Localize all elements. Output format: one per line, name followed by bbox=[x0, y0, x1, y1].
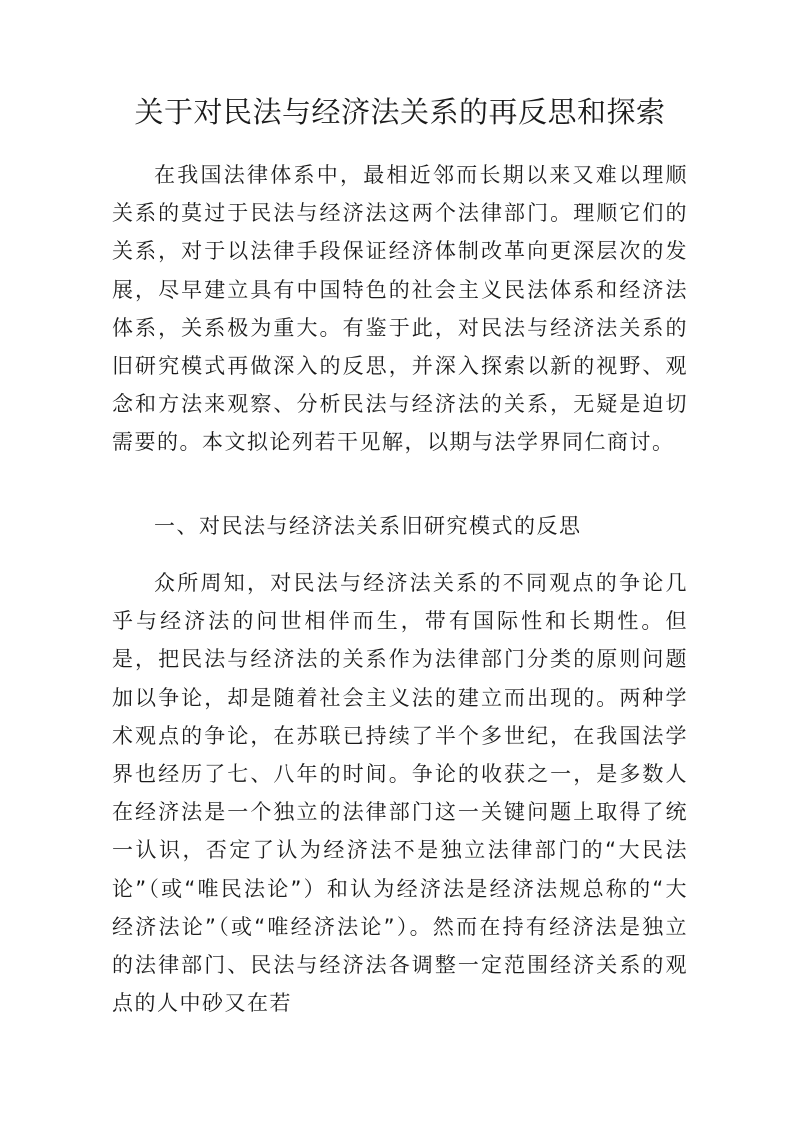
document-title: 关于对民法与经济法关系的再反思和探索 bbox=[134, 95, 666, 129]
intro-paragraph: 在我国法律体系中，最相近邻而长期以来又难以理顺关系的莫过于民法与经济法这两个法律部门。理顺它们的关系，对于以法律手段保证经济体制改革向更深层次的发展，尽早建立具有中国特色的社会主义民法体系和经济法体系，关系极为重大。有鉴于此，对民法与经济法关系的旧研究模式再做深入的反思，并深入探索以新的视野、观念和方法来观察、分析民法与经济法的关系，无疑是迫切需要的。本文拟论列若干见解，以期与法学界同仁商讨。 bbox=[112, 163, 688, 455]
body-paragraph: 众所周知，对民法与经济法关系的不同观点的争论几乎与经济法的问世相伴而生，带有国际性和长期性。但是，把民法与经济法的关系作为法律部门分类的原则问题加以争论，却是随着社会主义法的建立而出现的。两种学术观点的争论，在苏联已持续了半个多世纪，在我国法学界也经历了七、八年的时间。争论的收获之一，是多数人在经济法是一个独立的法律部门这一关键问题上取得了统一认识，否定了认为经济法不是独立法律部门的“大民法论”（或“唯民法论”）和认为经济法是经济法规总称的“大经济法论”（或“唯经济法论”）。然而在持有经济法是独立的法律部门、民法与经济法各调整一定范围经济关系的观点的人中砂又在若 bbox=[112, 571, 688, 1016]
section-heading: 一、对民法与经济法关系旧研究模式的反思 bbox=[154, 514, 582, 538]
